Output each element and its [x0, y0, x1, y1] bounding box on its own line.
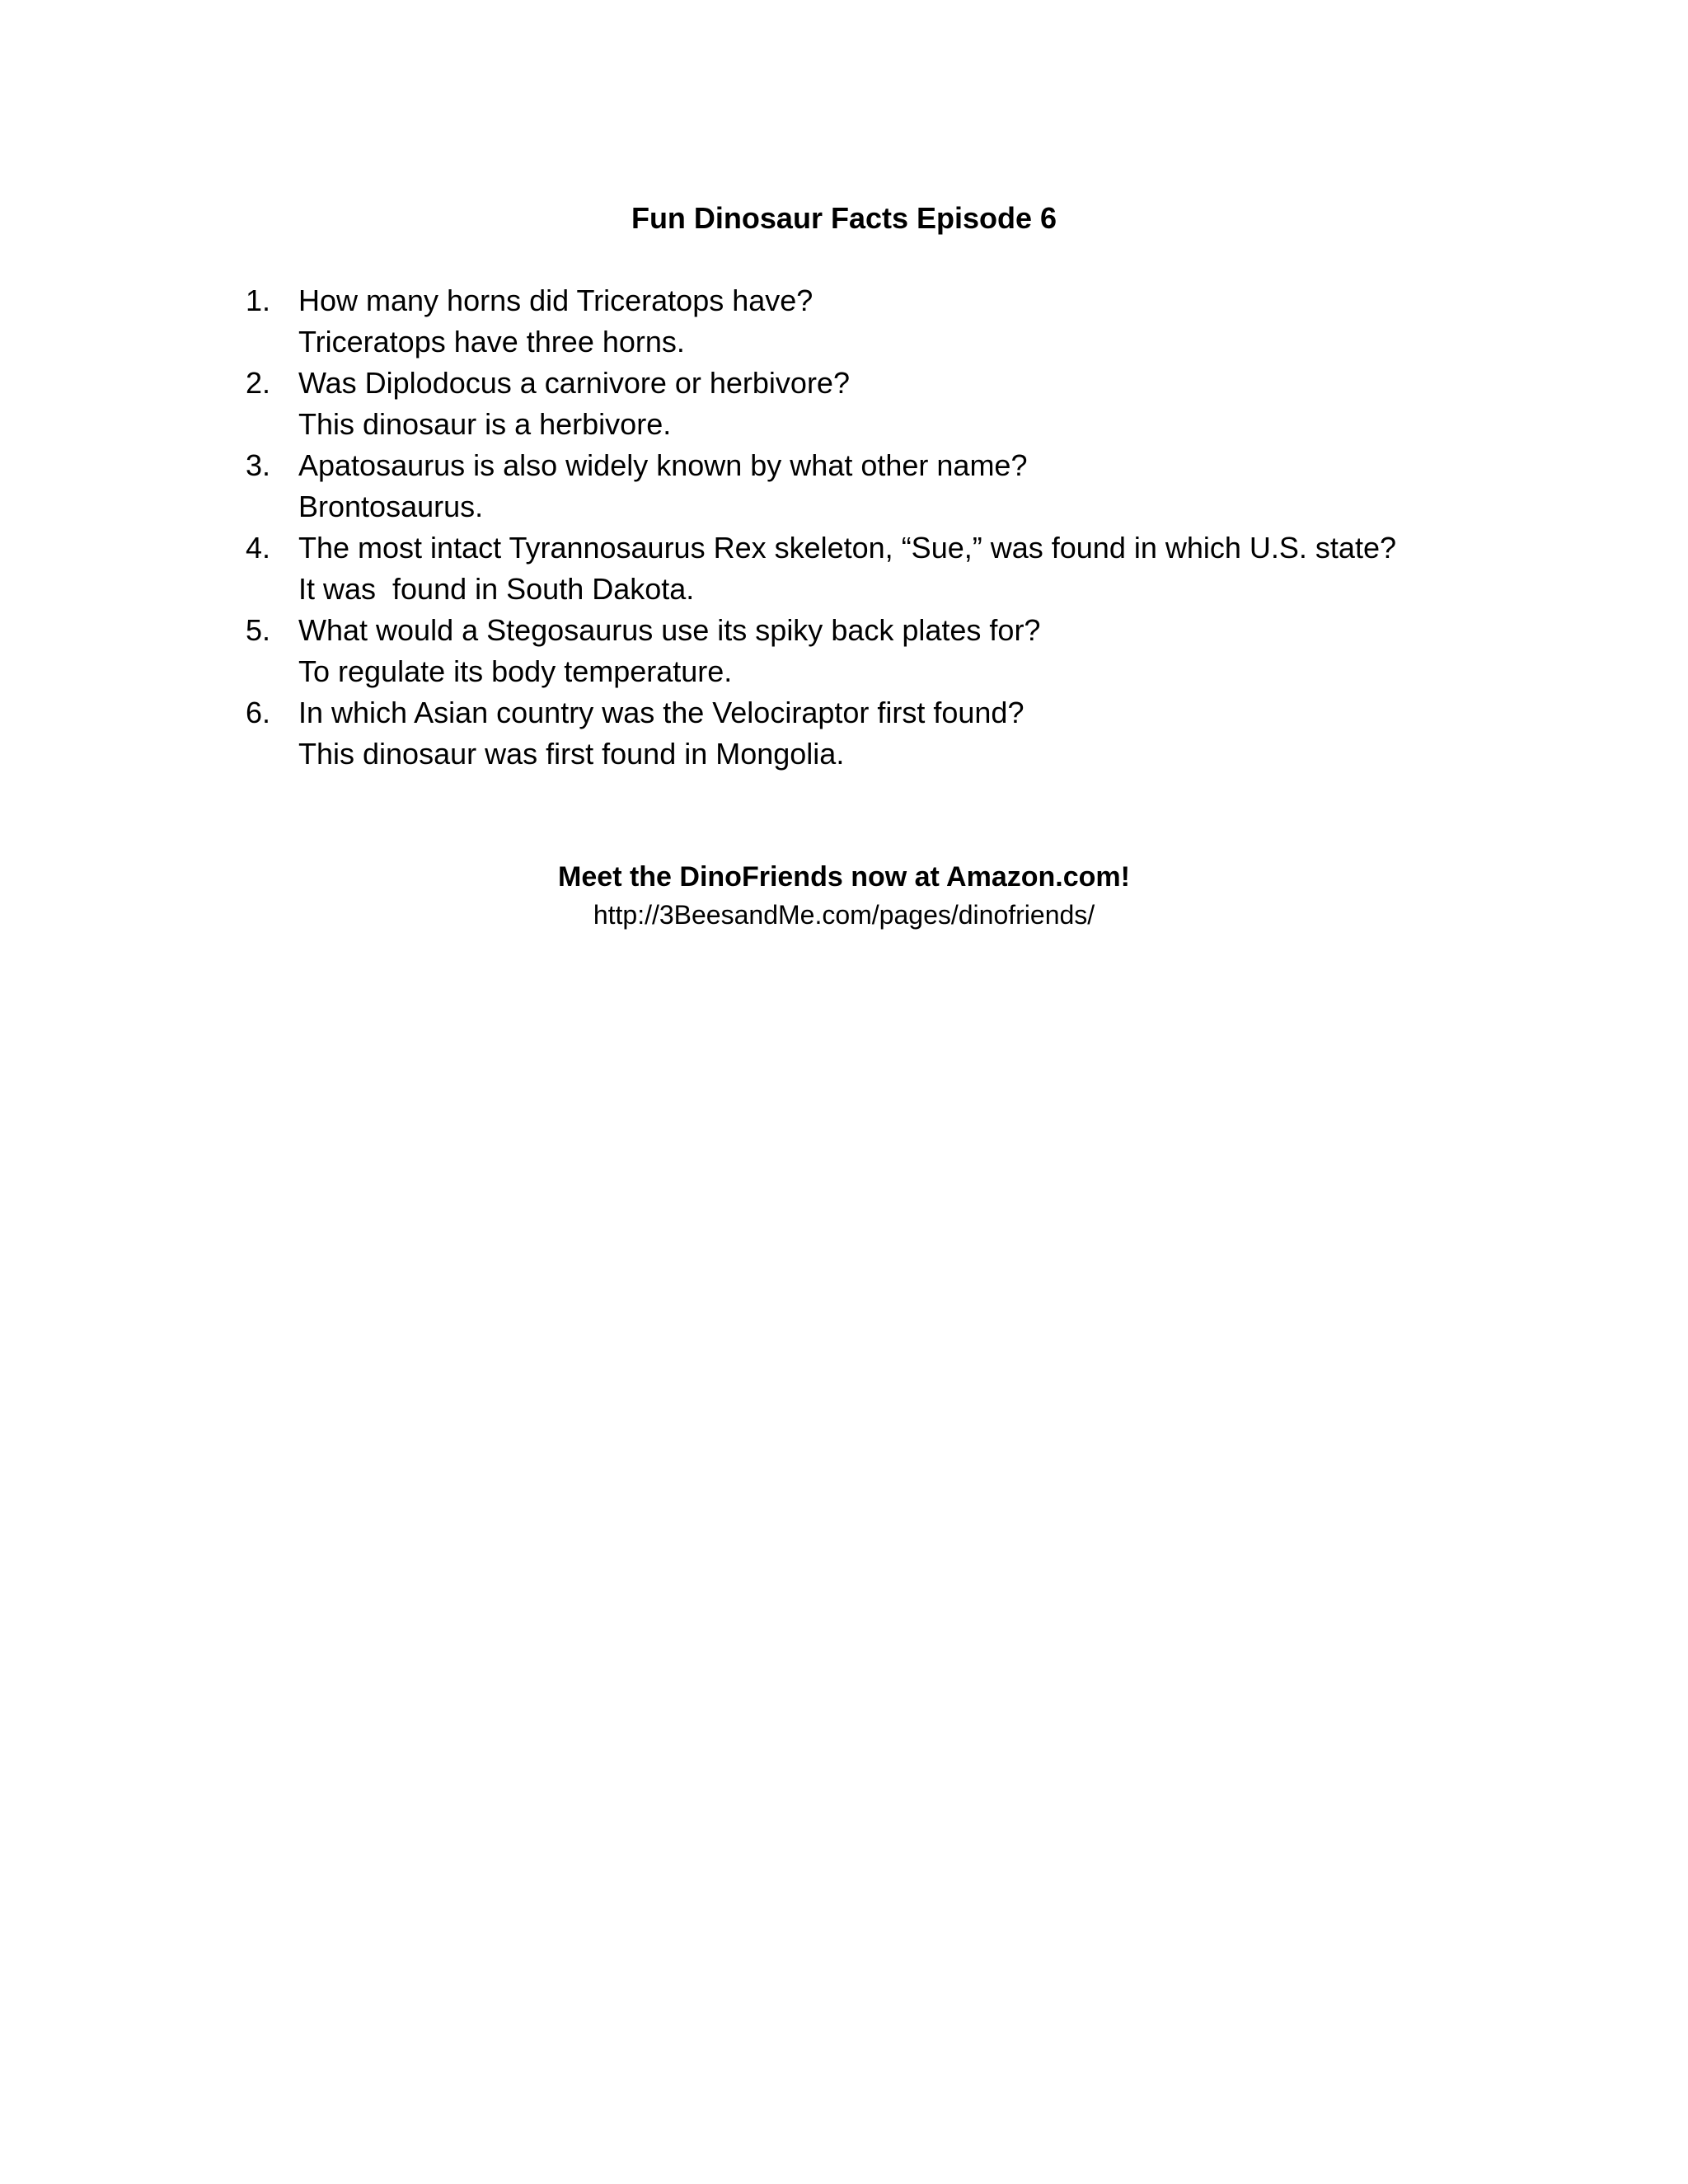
- question-text: Apatosaurus is also widely known by what other name?: [298, 448, 1028, 482]
- question-text: What would a Stegosaurus use its spiky back plates for?: [298, 613, 1041, 647]
- answer-text: Brontosaurus.: [298, 490, 484, 523]
- question-text: The most intact Tyrannosaurus Rex skeleton, “Sue,” was found in which U.S. state?: [298, 531, 1396, 565]
- item-number: 1.: [246, 284, 271, 317]
- promo-text: Meet the DinoFriends now at Amazon.com!: [558, 861, 1130, 893]
- item-number: 5.: [246, 613, 271, 647]
- list-item: [246, 363, 1647, 445]
- list-item: [246, 610, 1647, 692]
- list-item: [246, 280, 1647, 363]
- list-item: [246, 692, 1647, 775]
- answer-text: It was found in South Dakota.: [298, 572, 695, 606]
- question-text: Was Diplodocus a carnivore or herbivore?: [298, 366, 850, 400]
- qa-list: [246, 280, 1647, 775]
- question-text: In which Asian country was the Velociraptor first found?: [298, 696, 1025, 729]
- answer-text: This dinosaur is a herbivore.: [298, 407, 672, 441]
- document-title: Fun Dinosaur Facts Episode 6: [631, 201, 1057, 235]
- answer-text: This dinosaur was first found in Mongolia.: [298, 737, 845, 771]
- list-item: [246, 445, 1647, 527]
- answer-text: Triceratops have three horns.: [298, 325, 685, 359]
- item-number: 3.: [246, 448, 271, 482]
- dinofriends-link[interactable]: http://3BeesandMe.com/pages/dinofriends/: [593, 900, 1095, 930]
- item-number: 4.: [246, 531, 271, 565]
- item-number: 6.: [246, 696, 271, 729]
- list-item: [246, 527, 1647, 610]
- question-text: How many horns did Triceratops have?: [298, 284, 814, 317]
- answer-text: To regulate its body temperature.: [298, 654, 733, 688]
- item-number: 2.: [246, 366, 271, 400]
